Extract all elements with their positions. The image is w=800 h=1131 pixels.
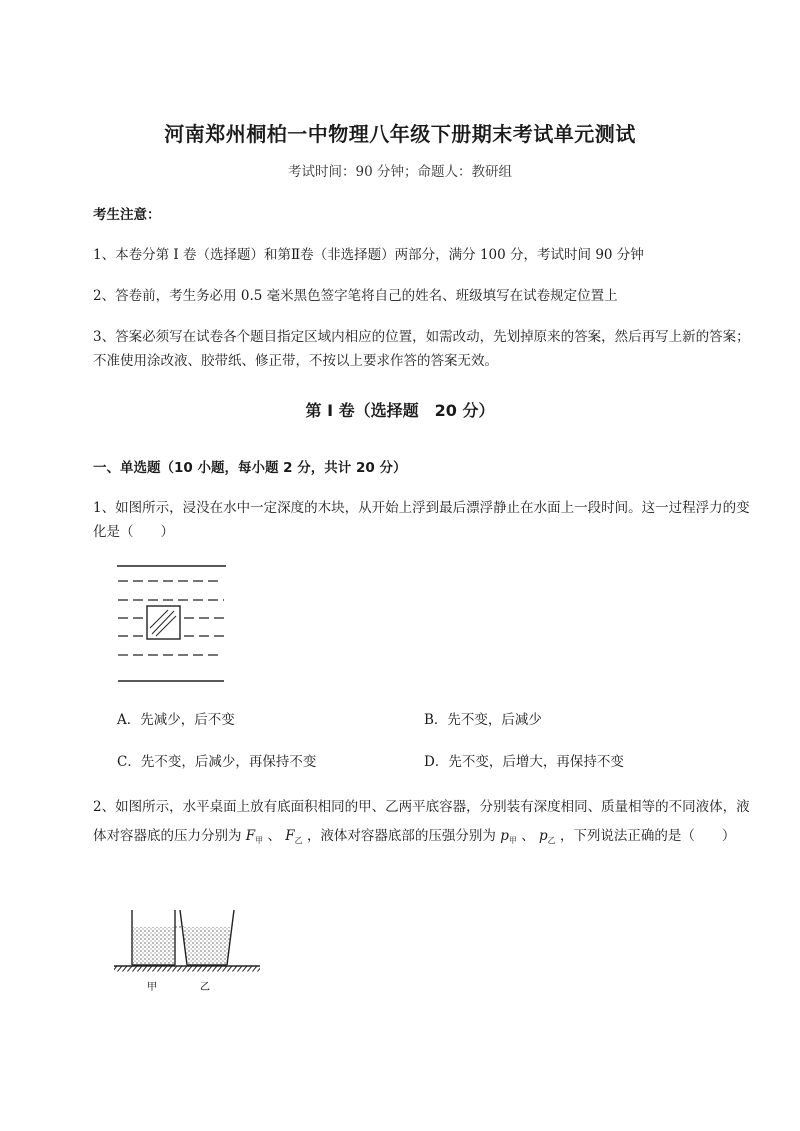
label-yi: 乙 — [200, 982, 210, 993]
container-jia — [132, 910, 175, 965]
question-2-stem — [93, 793, 753, 855]
question-1-stem: 1、如图所示，浸没在水中一定深度的木块，从开始上浮到最后漂浮静止在水面上一段时间。这一过程浮力的变化是（ ） — [93, 500, 750, 540]
section-title: 第 I 卷（选择题 20 分） — [305, 401, 495, 420]
label-jia: 甲 — [147, 982, 157, 993]
question-2-figure — [112, 906, 262, 996]
wood-block — [147, 606, 180, 639]
q1-option-d[interactable]: D．先不变，后增大，再保持不变 — [424, 754, 624, 770]
q2-sep-2: 、 — [521, 828, 535, 844]
q2-sep-1: 、 — [267, 828, 281, 844]
q2-stem-part3: ，下列说法正确的是（ ） — [559, 828, 736, 844]
force-yi: $F_乙$ — [285, 828, 303, 845]
notice-item-2: 2、答卷前，考生务必用 0.5 毫米黑色签字笔将自己的姓名、班级填写在试卷规定位置上 — [93, 288, 618, 304]
part-heading: 一、单选题（10 小题，每小题 2 分，共计 20 分） — [93, 460, 407, 476]
question-1-figure — [112, 560, 232, 690]
notice-item-3: 3、答案必须写在试卷各个题目指定区域内相应的位置，如需改动，先划掉原来的答案，然后再写上新的答案；不准使用涂改液、胶带纸、修正带，不按以上要求作答的答案无效。 — [93, 329, 750, 369]
q1-option-b[interactable]: B．先不变，后减少 — [424, 712, 542, 728]
notice-item-1: 1、本卷分第 I 卷（选择题）和第Ⅱ卷（非选择题）两部分，满分 100 分，考试时间 90 分钟 — [93, 247, 644, 263]
q1-option-c[interactable]: C．先不变，后减少，再保持不变 — [117, 754, 317, 770]
container-yi — [180, 910, 234, 965]
force-jia: $F_甲$ — [245, 828, 264, 845]
pressure-jia: $p_甲$ — [500, 828, 517, 845]
pressure-yi: $p_乙$ — [538, 828, 556, 845]
exam-title: 河南郑州桐柏一中物理八年级下册期末考试单元测试 — [164, 122, 636, 146]
q2-stem-part2: ，液体对容器底部的压强分别为 — [306, 828, 496, 844]
q2-stem-part1: 2、如图所示，水平桌面上放有底面积相同的甲、乙两平底容器，分别装有深度相同、质量相等的不同液体，液体对容器底的压力分别为 — [93, 799, 750, 844]
q1-option-a[interactable]: A．先减少，后不变 — [117, 712, 235, 728]
exam-subtitle: 考试时间：90 分钟；命题人：教研组 — [288, 164, 512, 180]
table-surface — [114, 966, 260, 972]
notice-heading: 考生注意： — [93, 207, 161, 223]
